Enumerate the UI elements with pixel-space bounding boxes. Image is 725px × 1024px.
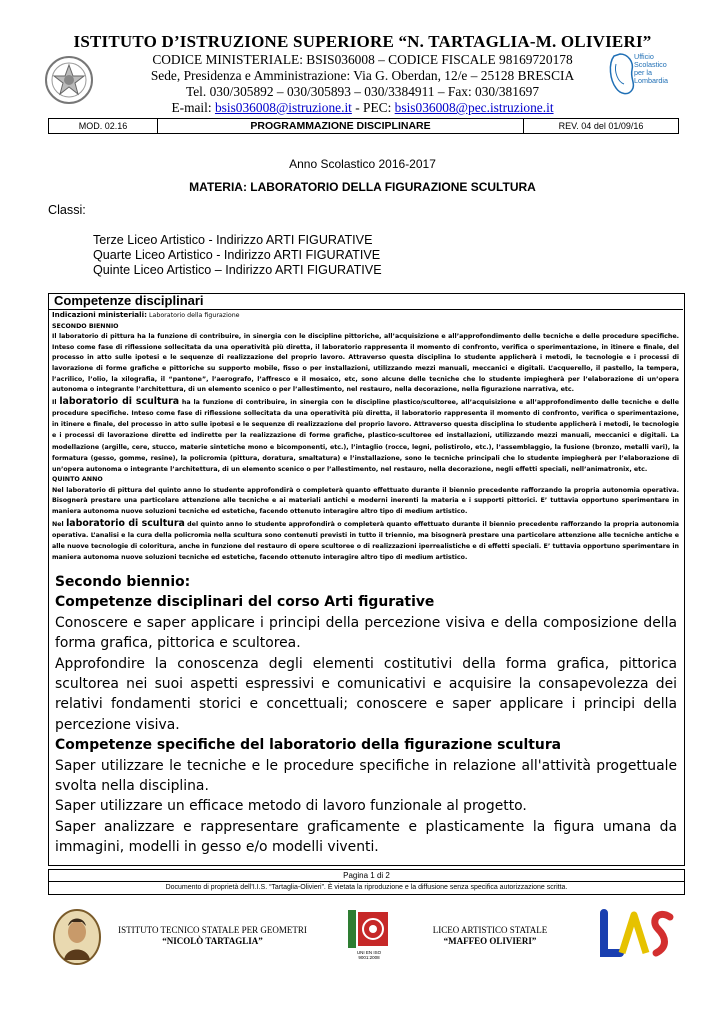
classes-list	[93, 233, 382, 278]
competenze-corso-heading: Competenze disciplinari del corso Arti figurative	[55, 594, 435, 611]
page-number: Pagina 1 di 2	[48, 869, 685, 881]
indicazioni-block	[52, 310, 679, 563]
tartaglia-portrait-icon	[52, 908, 102, 966]
para-quinto-scultura: del quinto anno lo studente approfondirà o completerà quanto effettuato durante il biennio precedente rafforzando la propria autonomia operativa. L’analisi e la cura della policromia nella scultura sono contenuti previsti in tutto il triennio, ma bisognerà prestare una particolare attenzione alle tecniche antiche e alle nuove tecnologie di coloritura, anche in funzione del restauro di opere scultoree o di realizzazioni iperrealistiche e di effetti speciali. E’ tuttavia opportuno sperimentare in maniera autonoma nuove soluzioni tecniche ed estetiche, facendo ottenuto interagire altro tipo di medium artistico.	[52, 520, 679, 562]
header-codes: CODICE MINISTERIALE: BSIS036008 – CODICE FISCALE 98169720178	[152, 52, 573, 67]
school-year: Anno Scolastico 2016-2017	[289, 157, 436, 171]
mod-code: MOD. 02.16	[49, 119, 158, 133]
pec-label: - PEC:	[351, 100, 395, 115]
ufficio-line3: per la	[634, 68, 652, 77]
school1-line2: “NICOLÒ TARTAGLIA”	[162, 936, 263, 946]
republic-emblem-icon	[44, 55, 94, 105]
header-phone: Tel. 030/305892 – 030/305893 – 030/3384911 – Fax: 030/381697	[185, 84, 540, 99]
competenze-header	[48, 293, 683, 310]
secondo-biennio-section	[55, 572, 677, 858]
property-notice: Documento di proprietà dell’I.I.S. “Tartaglia-Olivieri”. È vietata la riproduzione e la diffusione senza specifica autorizzazione scritta.	[48, 881, 685, 895]
indicazioni-label: Indicazioni ministeriali:	[52, 310, 147, 319]
ufficio-line1: Ufficio	[634, 52, 654, 61]
doc-title: PROGRAMMAZIONE DISCIPLINARE	[158, 119, 524, 133]
class-item: Quinte Liceo Artistico – Indirizzo ARTI FIGURATIVE	[93, 263, 382, 277]
materia-title: MATERIA: LABORATORIO DELLA FIGURAZIONE SCULTURA	[189, 180, 536, 194]
classi-label: Classi:	[48, 203, 86, 217]
pec-link[interactable]: bsis036008@pec.istruzione.it	[394, 100, 554, 115]
header-address: Sede, Presidenza e Amministrazione: Via G. Oberdan, 12/e – 25128 BRESCIA	[150, 68, 575, 83]
il-word: Il	[52, 398, 60, 406]
paragraph: Conoscere e saper applicare i principi della percezione visiva e della composizione della forma grafica, pittorica e scultorea.	[55, 614, 677, 652]
school2-line1: LICEO ARTISTICO STATALE	[432, 925, 548, 935]
school2-line2: “MAFFEO OLIVIERI”	[443, 936, 537, 946]
email-link[interactable]: bsis036008@istruzione.it	[214, 100, 352, 115]
certification-icon	[348, 910, 390, 962]
header-email-line	[120, 100, 605, 116]
school1-line1: ISTITUTO TECNICO STATALE PER GEOMETRI	[118, 925, 307, 935]
lab-scultura2-label: laboratorio di scultura	[66, 517, 185, 529]
secondo-biennio-label: SECONDO BIENNIO	[52, 322, 119, 330]
paragraph: Saper analizzare e rappresentare graficamente e plasticamente la figura umana da immagini, modelli in gesso e/o modelli viventi.	[55, 818, 677, 856]
class-item: Quarte Liceo Artistico - Indirizzo ARTI FIGURATIVE	[93, 248, 381, 262]
email-label: E-mail:	[171, 100, 215, 115]
nel-word: Nel	[52, 520, 67, 528]
competenze-specifiche-heading: Competenze specifiche del laboratorio della figurazione scultura	[55, 737, 562, 754]
indicazioni-value: Laboratorio della figurazione	[146, 312, 240, 319]
para-scultura: ha la funzione di contribuire, in sinergia con le discipline plastico/scultoree, all’acquisizione e all’approfondimento delle tecniche e delle procedure specifiche. Inteso come fase di riflessione sollecitata da una operatività più diretta, il laboratorio rappresenta il momento di confronto, verifica o sperimentazione, in itinere e finale, del processo in atto sulle ipotesi e le sequenze di realizzazione del proprio lavoro. Attraverso questa disciplina lo studente applicherà i metodi, le tecnologie e i processi di lavorazione dirette ed indirette per la realizzazione di forme grafiche, plastico-scultoree ed installazioni, utilizzando mezzi manuali, meccanici e digitali. La modellazione (argille, cere, stucco, materie sintetiche mono e bicomponenti, etc.), l’intaglio (rocce, legni, polistirolo, etc.), l’assemblaggio, la fusione (bronzo, metalli vari), la formatura (gesso, gomme, resine), la policromia (pittura, doratura, smaltatura) e l’installazione, sono le tecniche principali che lo studente impiegherà per l’elaborazione di un’opera autonoma o integrante l’architettura, di un elemento scenico o per l’allestimento, nel restauro, nella decorazione, negli effetti speciali, nell’animatronix, etc.	[52, 398, 679, 473]
ufficio-scolastico-logo	[606, 50, 688, 100]
document-info-bar	[48, 118, 679, 134]
competenze-heading: Competenze disciplinari	[54, 293, 204, 308]
las-logo	[598, 905, 678, 965]
para-pittura: Il laboratorio di pittura ha la funzione di contribuire, in sinergia con le discipline pittoriche, all’acquisizione e all’approfondimento delle tecniche e delle procedure specifiche. Inteso come fase di riflessione sollecitata da una operatività più diretta, il laboratorio rappresenta il momento di confronto, verifica o sperimentazione, in itinere e finale, del processo in atto sulle ipotesi e le sequenze di realizzazione del proprio lavoro. Attraverso questa disciplina lo studente applicherà i metodi, le tecnologie e i processi di lavorazione di forme grafiche e pittoriche su supporto mobile, fisso o per installazioni, utilizzando mezzi manuali, meccanici e digitali. L’acquerello, il pastello, la tempera, l’acrilico, l’olio, la xilografia, il “pantone”, l’aerografo, l’affresco e il mosaico, etc, sono alcune delle tecniche che lo studente impiegherà per l’elaborazione di un’opera autonoma o integrante l’architettura, di un elemento scenico o per l’allestimento, nel restauro, nella decorazione, nella figurazione narrativa, etc.	[52, 333, 679, 394]
lab-scultura-label: laboratorio di scultura	[59, 395, 180, 407]
ufficio-line2: Scolastico	[634, 60, 667, 69]
paragraph: Saper utilizzare le tecniche e le procedure specifiche in relazione all'attività progettuale svolta nella disciplina.	[55, 757, 677, 795]
paragraph: Saper utilizzare un efficace metodo di lavoro funzionale al progetto.	[55, 798, 527, 815]
ufficio-line4: Lombardia	[634, 76, 668, 85]
paragraph: Approfondire la conoscenza degli elementi costitutivi della forma grafica, pittorica scultorea nei suoi aspetti espressivi e comunicativi e acquisire la consapevolezza dei relativi fondamenti storici e concettuali; conoscere e saper applicare i principi della percezione visiva.	[55, 655, 677, 733]
institute-title: ISTITUTO D’ISTRUZIONE SUPERIORE “N. TARTAGLIA-M. OLIVIERI”	[73, 32, 652, 51]
quinto-anno-label: QUINTO ANNO	[52, 476, 103, 484]
cert-label: UNI EN ISO 9001:2008	[356, 950, 382, 960]
revision: REV. 04 del 01/09/16	[558, 121, 644, 131]
para-quinto: Nel laboratorio di pittura del quinto anno lo studente approfondirà o completerà quanto effettuato durante il biennio precedente rafforzando la propria autonomia operativa. Bisognerà prestare una particolare attenzione alle tecniche e ai materiali antichi e moderni inerenti la materia e i supporti pittorici. E’ tuttavia opportuno sperimentare in maniera autonoma nuove soluzioni tecniche ed estetiche, facendo ottenuto interagire altro tipo di medium artistico.	[52, 486, 679, 515]
class-item: Terze Liceo Artistico - Indirizzo ARTI FIGURATIVE	[93, 233, 373, 247]
secondo-heading: Secondo biennio:	[55, 574, 191, 590]
